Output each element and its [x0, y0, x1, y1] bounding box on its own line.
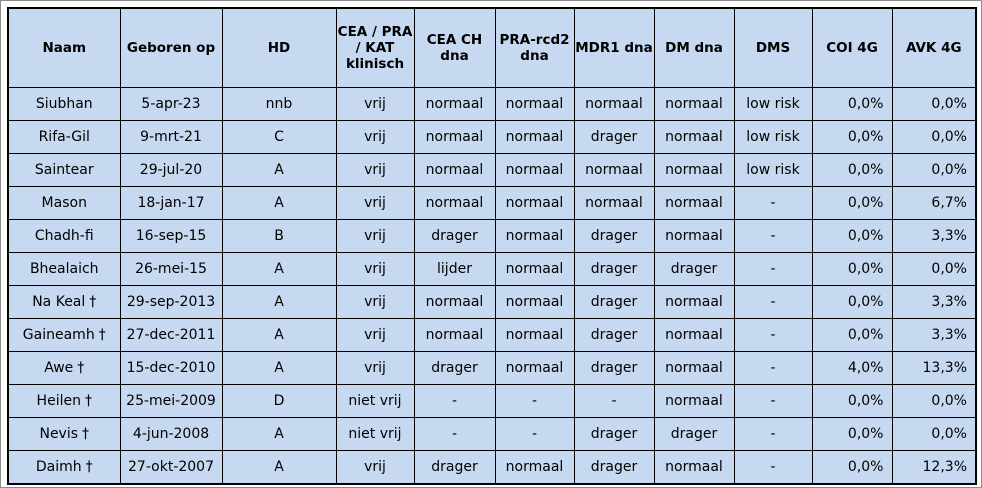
col-header-geboren-op: Geboren op [120, 8, 222, 88]
cell-pra-rcd2: - [495, 418, 574, 451]
cell-klinisch: vrij [336, 451, 414, 485]
cell-cea-ch: normaal [414, 154, 495, 187]
cell-dms: - [734, 220, 812, 253]
deceased-marker: † [85, 459, 93, 475]
cell-dm: drager [654, 253, 734, 286]
cell-mdr1: drager [574, 253, 654, 286]
cell-dms: low risk [734, 154, 812, 187]
col-header-pra-rcd2: PRA-rcd2 dna [495, 8, 574, 88]
col-header-dms: DMS [734, 8, 812, 88]
cell-avk-4g: 0,0% [892, 385, 976, 418]
table-row [8, 121, 976, 154]
dog-name: Na Keal [32, 294, 86, 310]
table-row [8, 451, 976, 485]
cell-coi-4g: 0,0% [812, 121, 892, 154]
cell-avk-4g: 12,3% [892, 451, 976, 485]
cell-dms: - [734, 187, 812, 220]
cell-avk-4g: 13,3% [892, 352, 976, 385]
cell-hd: A [222, 187, 336, 220]
cell-cea-ch: drager [414, 451, 495, 485]
cell-geboren-op: 29-sep-2013 [120, 286, 222, 319]
col-header-hd: HD [222, 8, 336, 88]
cell-klinisch: vrij [336, 220, 414, 253]
cell-naam [8, 121, 120, 154]
cell-pra-rcd2: normaal [495, 352, 574, 385]
cell-dm: normaal [654, 121, 734, 154]
cell-coi-4g: 0,0% [812, 385, 892, 418]
cell-pra-rcd2: - [495, 385, 574, 418]
cell-klinisch: niet vrij [336, 418, 414, 451]
cell-hd: A [222, 253, 336, 286]
dog-name: Saintear [34, 162, 94, 178]
table-body [8, 88, 976, 485]
cell-geboren-op: 29-jul-20 [120, 154, 222, 187]
dog-name: Awe [44, 360, 74, 376]
cell-dms: low risk [734, 88, 812, 121]
cell-mdr1: drager [574, 121, 654, 154]
cell-coi-4g: 0,0% [812, 418, 892, 451]
cell-mdr1: drager [574, 451, 654, 485]
cell-klinisch: vrij [336, 319, 414, 352]
cell-geboren-op: 25-mei-2009 [120, 385, 222, 418]
cell-geboren-op: 18-jan-17 [120, 187, 222, 220]
cell-mdr1: - [574, 385, 654, 418]
cell-coi-4g: 0,0% [812, 451, 892, 485]
cell-klinisch: vrij [336, 88, 414, 121]
cell-avk-4g: 0,0% [892, 121, 976, 154]
deceased-marker: † [89, 294, 97, 310]
col-header-dm: DM dna [654, 8, 734, 88]
dog-name: Bhealaich [29, 261, 99, 277]
cell-geboren-op: 16-sep-15 [120, 220, 222, 253]
cell-cea-ch: - [414, 385, 495, 418]
cell-dm: normaal [654, 220, 734, 253]
cell-hd: nnb [222, 88, 336, 121]
cell-mdr1: drager [574, 352, 654, 385]
cell-dm: normaal [654, 319, 734, 352]
dog-name: Rifa-Gil [38, 129, 90, 145]
table-row [8, 352, 976, 385]
col-header-mdr1: MDR1 dna [574, 8, 654, 88]
table-row [8, 220, 976, 253]
cell-klinisch: vrij [336, 253, 414, 286]
dog-name: Nevis [39, 426, 79, 442]
cell-avk-4g: 0,0% [892, 418, 976, 451]
cell-mdr1: normaal [574, 187, 654, 220]
deceased-marker: † [77, 360, 85, 376]
cell-avk-4g: 0,0% [892, 154, 976, 187]
table-row [8, 385, 976, 418]
cell-klinisch: vrij [336, 187, 414, 220]
cell-klinisch: vrij [336, 286, 414, 319]
cell-geboren-op: 9-mrt-21 [120, 121, 222, 154]
cell-hd: A [222, 418, 336, 451]
cell-naam [8, 451, 120, 485]
cell-pra-rcd2: normaal [495, 451, 574, 485]
cell-avk-4g: 3,3% [892, 220, 976, 253]
cell-dm: normaal [654, 451, 734, 485]
cell-klinisch: vrij [336, 352, 414, 385]
cell-dms: - [734, 385, 812, 418]
cell-coi-4g: 0,0% [812, 187, 892, 220]
col-header-avk-4g: AVK 4G [892, 8, 976, 88]
cell-naam [8, 154, 120, 187]
cell-klinisch: vrij [336, 121, 414, 154]
col-header-klinisch: CEA / PRA / KAT klinisch [336, 8, 414, 88]
cell-naam [8, 88, 120, 121]
cell-mdr1: normaal [574, 88, 654, 121]
cell-avk-4g: 3,3% [892, 286, 976, 319]
cell-naam [8, 418, 120, 451]
cell-dm: normaal [654, 352, 734, 385]
cell-avk-4g: 0,0% [892, 253, 976, 286]
cell-pra-rcd2: normaal [495, 88, 574, 121]
cell-naam [8, 352, 120, 385]
col-header-coi-4g: COI 4G [812, 8, 892, 88]
cell-hd: A [222, 154, 336, 187]
cell-dm: normaal [654, 286, 734, 319]
dog-name: Gaineamh [22, 327, 95, 343]
cell-cea-ch: normaal [414, 286, 495, 319]
cell-mdr1: normaal [574, 154, 654, 187]
cell-dms: - [734, 319, 812, 352]
cell-avk-4g: 0,0% [892, 88, 976, 121]
table-row [8, 319, 976, 352]
cell-dm: drager [654, 418, 734, 451]
cell-hd: A [222, 352, 336, 385]
col-header-cea-ch: CEA CH dna [414, 8, 495, 88]
cell-naam [8, 220, 120, 253]
cell-mdr1: drager [574, 220, 654, 253]
cell-coi-4g: 0,0% [812, 154, 892, 187]
cell-dms: - [734, 352, 812, 385]
cell-geboren-op: 27-okt-2007 [120, 451, 222, 485]
cell-dms: low risk [734, 121, 812, 154]
cell-geboren-op: 26-mei-15 [120, 253, 222, 286]
cell-dm: normaal [654, 187, 734, 220]
cell-cea-ch: lijder [414, 253, 495, 286]
col-header-naam: Naam [8, 8, 120, 88]
dog-name: Daimh [35, 459, 82, 475]
cell-mdr1: drager [574, 319, 654, 352]
cell-dms: - [734, 286, 812, 319]
dog-name: Heilen [36, 393, 81, 409]
cell-hd: A [222, 451, 336, 485]
cell-cea-ch: normaal [414, 88, 495, 121]
cell-mdr1: drager [574, 418, 654, 451]
cell-cea-ch: normaal [414, 319, 495, 352]
cell-pra-rcd2: normaal [495, 220, 574, 253]
cell-coi-4g: 0,0% [812, 319, 892, 352]
cell-naam [8, 385, 120, 418]
cell-hd: C [222, 121, 336, 154]
cell-naam [8, 253, 120, 286]
cell-klinisch: vrij [336, 154, 414, 187]
cell-avk-4g: 3,3% [892, 319, 976, 352]
table-row [8, 187, 976, 220]
cell-pra-rcd2: normaal [495, 121, 574, 154]
table-row [8, 88, 976, 121]
cell-hd: D [222, 385, 336, 418]
table-row [8, 286, 976, 319]
cell-naam [8, 286, 120, 319]
cell-hd: A [222, 286, 336, 319]
cell-geboren-op: 27-dec-2011 [120, 319, 222, 352]
cell-pra-rcd2: normaal [495, 319, 574, 352]
cell-avk-4g: 6,7% [892, 187, 976, 220]
cell-naam [8, 319, 120, 352]
table-row [8, 253, 976, 286]
cell-coi-4g: 0,0% [812, 88, 892, 121]
cell-cea-ch: normaal [414, 121, 495, 154]
cell-coi-4g: 4,0% [812, 352, 892, 385]
table-row [8, 418, 976, 451]
cell-klinisch: niet vrij [336, 385, 414, 418]
health-results-table [7, 7, 977, 485]
dog-name: Mason [41, 195, 87, 211]
dog-name: Siubhan [35, 96, 93, 112]
cell-cea-ch: - [414, 418, 495, 451]
cell-dms: - [734, 418, 812, 451]
cell-cea-ch: drager [414, 220, 495, 253]
deceased-marker: † [84, 393, 92, 409]
cell-hd: A [222, 319, 336, 352]
dog-name: Chadh-fi [34, 228, 94, 244]
cell-dm: normaal [654, 385, 734, 418]
cell-cea-ch: drager [414, 352, 495, 385]
cell-pra-rcd2: normaal [495, 253, 574, 286]
cell-coi-4g: 0,0% [812, 253, 892, 286]
cell-geboren-op: 4-jun-2008 [120, 418, 222, 451]
cell-mdr1: drager [574, 286, 654, 319]
cell-coi-4g: 0,0% [812, 220, 892, 253]
cell-hd: B [222, 220, 336, 253]
cell-dms: - [734, 253, 812, 286]
cell-pra-rcd2: normaal [495, 187, 574, 220]
deceased-marker: † [98, 327, 106, 343]
cell-coi-4g: 0,0% [812, 286, 892, 319]
cell-pra-rcd2: normaal [495, 286, 574, 319]
cell-geboren-op: 15-dec-2010 [120, 352, 222, 385]
table-row [8, 154, 976, 187]
cell-cea-ch: normaal [414, 187, 495, 220]
cell-geboren-op: 5-apr-23 [120, 88, 222, 121]
header-row [8, 8, 976, 88]
cell-dm: normaal [654, 154, 734, 187]
cell-dm: normaal [654, 88, 734, 121]
cell-dms: - [734, 451, 812, 485]
cell-naam [8, 187, 120, 220]
deceased-marker: † [82, 426, 90, 442]
cell-pra-rcd2: normaal [495, 154, 574, 187]
